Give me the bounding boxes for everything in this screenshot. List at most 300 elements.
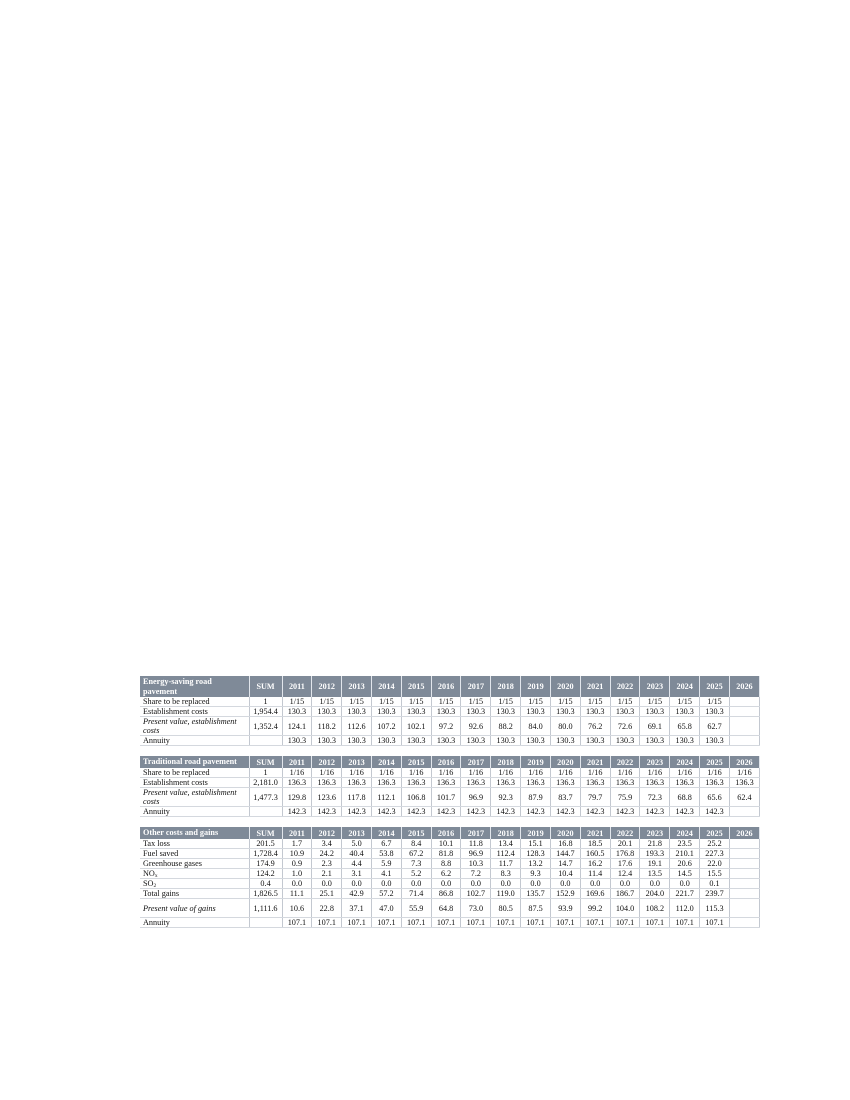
value-cell: 64.8: [431, 899, 461, 918]
value-cell: 0.0: [401, 879, 431, 889]
value-cell: 107.1: [550, 918, 580, 928]
value-cell: 25.1: [312, 889, 342, 899]
value-cell: 130.3: [640, 707, 670, 717]
value-cell: 136.3: [312, 778, 342, 788]
sum-cell: 1,477.3: [249, 788, 282, 807]
value-cell: 1/16: [700, 768, 730, 778]
value-cell: 118.2: [312, 717, 342, 736]
value-cell: 142.3: [342, 807, 372, 817]
value-cell: 0.0: [550, 879, 580, 889]
value-cell: 65.8: [670, 717, 700, 736]
section-title: Traditional road pavement: [140, 756, 249, 768]
year-column-header: 2022: [610, 827, 640, 839]
value-cell: 42.9: [342, 889, 372, 899]
value-cell: 130.3: [670, 736, 700, 746]
value-cell: 1/15: [312, 697, 342, 707]
value-cell: 130.3: [282, 707, 312, 717]
section-spacer: [140, 746, 760, 757]
sum-cell: 1,826.5: [249, 889, 282, 899]
value-cell: 136.3: [550, 778, 580, 788]
year-column-header: 2015: [401, 676, 431, 697]
table-row: [140, 768, 760, 778]
year-column-header: 2020: [550, 827, 580, 839]
value-cell: 0.0: [312, 879, 342, 889]
value-cell: 62.4: [729, 788, 759, 807]
value-cell: 5.0: [342, 839, 372, 849]
section-title: Other costs and gains: [140, 827, 249, 839]
cost-benefit-table: [140, 676, 760, 928]
value-cell: 130.3: [580, 736, 610, 746]
row-label: [140, 717, 249, 736]
value-cell: 142.3: [550, 807, 580, 817]
row-label-text: Establishment costs: [143, 707, 208, 716]
table-row: [140, 869, 760, 879]
value-cell: [729, 807, 759, 817]
value-cell: 1/16: [521, 768, 551, 778]
value-cell: 24.2: [312, 849, 342, 859]
value-cell: 136.3: [371, 778, 401, 788]
value-cell: 19.1: [640, 859, 670, 869]
value-cell: 2.1: [312, 869, 342, 879]
value-cell: 112.6: [342, 717, 372, 736]
table-body: [140, 676, 760, 928]
table-row: [140, 899, 760, 918]
row-label: [140, 899, 249, 918]
value-cell: 6.7: [371, 839, 401, 849]
value-cell: 81.8: [431, 849, 461, 859]
value-cell: 136.3: [729, 778, 759, 788]
value-cell: 104.0: [610, 899, 640, 918]
year-column-header: 2016: [431, 676, 461, 697]
value-cell: 142.3: [491, 807, 521, 817]
value-cell: 93.9: [550, 899, 580, 918]
value-cell: 160.5: [580, 849, 610, 859]
value-cell: 107.1: [282, 918, 312, 928]
value-cell: 142.3: [610, 807, 640, 817]
value-cell: 86.8: [431, 889, 461, 899]
year-column-header: 2019: [521, 827, 551, 839]
value-cell: 136.3: [580, 778, 610, 788]
year-column-header: 2019: [521, 676, 551, 697]
value-cell: 21.8: [640, 839, 670, 849]
value-cell: 142.3: [521, 807, 551, 817]
value-cell: 142.3: [461, 807, 491, 817]
year-column-header: 2023: [640, 827, 670, 839]
row-label: [140, 859, 249, 869]
year-column-header: 2025: [700, 756, 730, 768]
value-cell: 1/15: [491, 697, 521, 707]
year-column-header: 2026: [729, 756, 759, 768]
value-cell: 1/15: [670, 697, 700, 707]
value-cell: 130.3: [312, 736, 342, 746]
sum-cell: 1,728.4: [249, 849, 282, 859]
value-cell: 130.3: [700, 707, 730, 717]
year-column-header: 2023: [640, 676, 670, 697]
value-cell: 107.2: [371, 717, 401, 736]
value-cell: 130.3: [640, 736, 670, 746]
sum-cell: [249, 918, 282, 928]
row-label-text: Greenhouse gases: [143, 859, 202, 868]
value-cell: 107.1: [521, 918, 551, 928]
value-cell: [729, 918, 759, 928]
value-cell: 124.1: [282, 717, 312, 736]
year-column-header: 2016: [431, 827, 461, 839]
value-cell: 10.4: [550, 869, 580, 879]
value-cell: [729, 839, 759, 849]
value-cell: 136.3: [700, 778, 730, 788]
value-cell: 106.8: [401, 788, 431, 807]
year-column-header: 2018: [491, 827, 521, 839]
value-cell: 84.0: [521, 717, 551, 736]
sum-cell: 174.9: [249, 859, 282, 869]
value-cell: 136.3: [640, 778, 670, 788]
value-cell: 96.9: [461, 849, 491, 859]
value-cell: 99.2: [580, 899, 610, 918]
value-cell: 5.2: [401, 869, 431, 879]
section-header-row: [140, 756, 760, 768]
value-cell: 136.3: [670, 778, 700, 788]
value-cell: 1/15: [640, 697, 670, 707]
value-cell: 117.8: [342, 788, 372, 807]
row-label-subscript: x: [154, 873, 158, 879]
row-label-subscript: 2: [153, 883, 157, 889]
value-cell: 130.3: [371, 707, 401, 717]
value-cell: 0.0: [371, 879, 401, 889]
value-cell: 142.3: [431, 807, 461, 817]
value-cell: 142.3: [640, 807, 670, 817]
value-cell: 1/16: [461, 768, 491, 778]
value-cell: 1/16: [282, 768, 312, 778]
value-cell: 136.3: [521, 778, 551, 788]
value-cell: 107.1: [431, 918, 461, 928]
value-cell: 1/16: [580, 768, 610, 778]
row-label: [140, 697, 249, 707]
row-label: [140, 849, 249, 859]
table-row: [140, 807, 760, 817]
year-column-header: 2021: [580, 676, 610, 697]
value-cell: 1/16: [401, 768, 431, 778]
value-cell: 68.8: [670, 788, 700, 807]
value-cell: 130.3: [431, 736, 461, 746]
value-cell: 10.1: [431, 839, 461, 849]
row-label: [140, 807, 249, 817]
value-cell: 6.2: [431, 869, 461, 879]
year-column-header: 2022: [610, 676, 640, 697]
value-cell: 107.1: [461, 918, 491, 928]
value-cell: 142.3: [401, 807, 431, 817]
year-column-header: 2018: [491, 756, 521, 768]
year-column-header: 2020: [550, 756, 580, 768]
year-column-header: 2017: [461, 756, 491, 768]
value-cell: 10.6: [282, 899, 312, 918]
value-cell: 0.1: [700, 879, 730, 889]
value-cell: 130.3: [491, 736, 521, 746]
year-column-header: 2012: [312, 676, 342, 697]
value-cell: 130.3: [342, 736, 372, 746]
table-row: [140, 889, 760, 899]
value-cell: 69.1: [640, 717, 670, 736]
value-cell: 0.9: [282, 859, 312, 869]
row-label-text: Present value, establishment costs: [143, 717, 237, 735]
value-cell: 11.8: [461, 839, 491, 849]
row-label: [140, 869, 249, 879]
value-cell: 80.5: [491, 899, 521, 918]
row-label-text: NO: [143, 869, 155, 878]
value-cell: 1/16: [640, 768, 670, 778]
year-column-header: 2025: [700, 676, 730, 697]
value-cell: 1.7: [282, 839, 312, 849]
year-column-header: 2019: [521, 756, 551, 768]
value-cell: 11.1: [282, 889, 312, 899]
value-cell: 0.0: [491, 879, 521, 889]
sum-cell: 1,111.6: [249, 899, 282, 918]
value-cell: [729, 869, 759, 879]
sum-cell: 201.5: [249, 839, 282, 849]
year-column-header: 2014: [371, 827, 401, 839]
year-column-header: 2013: [342, 676, 372, 697]
value-cell: 1/16: [431, 768, 461, 778]
value-cell: 1/16: [729, 768, 759, 778]
sum-column-header: SUM: [249, 827, 282, 839]
row-label: [140, 918, 249, 928]
value-cell: 7.2: [461, 869, 491, 879]
value-cell: 1/15: [521, 697, 551, 707]
value-cell: 0.0: [431, 879, 461, 889]
value-cell: 0.0: [282, 879, 312, 889]
table-row: [140, 859, 760, 869]
year-column-header: 2015: [401, 827, 431, 839]
sum-cell: 2,181.0: [249, 778, 282, 788]
value-cell: 0.0: [670, 879, 700, 889]
year-column-header: 2014: [371, 676, 401, 697]
section-header-row: [140, 676, 760, 697]
value-cell: [729, 707, 759, 717]
value-cell: 17.6: [610, 859, 640, 869]
value-cell: 18.5: [580, 839, 610, 849]
value-cell: 72.6: [610, 717, 640, 736]
value-cell: 10.9: [282, 849, 312, 859]
value-cell: 23.5: [670, 839, 700, 849]
sum-cell: 1: [249, 697, 282, 707]
value-cell: 3.1: [342, 869, 372, 879]
value-cell: 20.1: [610, 839, 640, 849]
value-cell: [729, 859, 759, 869]
value-cell: 142.3: [312, 807, 342, 817]
value-cell: 73.0: [461, 899, 491, 918]
section-header-row: [140, 827, 760, 839]
row-label-text: Annuity: [143, 807, 170, 816]
value-cell: 25.2: [700, 839, 730, 849]
value-cell: 12.4: [610, 869, 640, 879]
value-cell: 130.3: [461, 707, 491, 717]
value-cell: 107.1: [401, 918, 431, 928]
value-cell: 136.3: [282, 778, 312, 788]
value-cell: 8.4: [401, 839, 431, 849]
row-label-text: Fuel saved: [143, 849, 179, 858]
value-cell: 1/15: [700, 697, 730, 707]
value-cell: 1.0: [282, 869, 312, 879]
table-row: [140, 849, 760, 859]
value-cell: 130.3: [431, 707, 461, 717]
value-cell: 210.1: [670, 849, 700, 859]
year-column-header: 2011: [282, 676, 312, 697]
value-cell: 107.1: [491, 918, 521, 928]
year-column-header: 2016: [431, 756, 461, 768]
value-cell: [729, 717, 759, 736]
row-label: [140, 879, 249, 889]
value-cell: 83.7: [550, 788, 580, 807]
row-label-text: Share to be replaced: [143, 697, 210, 706]
row-label: [140, 788, 249, 807]
year-column-header: 2020: [550, 676, 580, 697]
year-column-header: 2014: [371, 756, 401, 768]
table-row: [140, 839, 760, 849]
value-cell: 1/15: [431, 697, 461, 707]
value-cell: 107.1: [700, 918, 730, 928]
value-cell: 13.2: [521, 859, 551, 869]
year-column-header: 2011: [282, 756, 312, 768]
value-cell: 57.2: [371, 889, 401, 899]
value-cell: 107.1: [342, 918, 372, 928]
value-cell: 7.3: [401, 859, 431, 869]
value-cell: 22.0: [700, 859, 730, 869]
value-cell: [729, 879, 759, 889]
table-row: [140, 707, 760, 717]
value-cell: 79.7: [580, 788, 610, 807]
value-cell: 72.3: [640, 788, 670, 807]
value-cell: 53.8: [371, 849, 401, 859]
value-cell: 130.3: [461, 736, 491, 746]
value-cell: 0.0: [640, 879, 670, 889]
value-cell: 0.0: [342, 879, 372, 889]
year-column-header: 2021: [580, 827, 610, 839]
value-cell: 128.3: [521, 849, 551, 859]
value-cell: 15.5: [700, 869, 730, 879]
sum-cell: 1,352.4: [249, 717, 282, 736]
year-column-header: 2017: [461, 676, 491, 697]
sum-cell: 124.2: [249, 869, 282, 879]
value-cell: 142.3: [282, 807, 312, 817]
value-cell: [729, 849, 759, 859]
value-cell: 130.3: [700, 736, 730, 746]
value-cell: 119.0: [491, 889, 521, 899]
row-label-text: Annuity: [143, 918, 170, 927]
value-cell: 1/16: [670, 768, 700, 778]
value-cell: 107.1: [670, 918, 700, 928]
value-cell: 14.7: [550, 859, 580, 869]
value-cell: 142.3: [371, 807, 401, 817]
value-cell: 71.4: [401, 889, 431, 899]
value-cell: 108.2: [640, 899, 670, 918]
value-cell: 47.0: [371, 899, 401, 918]
row-label-text: SO: [143, 879, 154, 888]
value-cell: [729, 736, 759, 746]
year-column-header: 2024: [670, 827, 700, 839]
table-row: [140, 778, 760, 788]
value-cell: 92.3: [491, 788, 521, 807]
value-cell: 76.2: [580, 717, 610, 736]
sum-cell: 0.4: [249, 879, 282, 889]
value-cell: 4.4: [342, 859, 372, 869]
value-cell: 62.7: [700, 717, 730, 736]
value-cell: 130.3: [491, 707, 521, 717]
row-label-text: Establishment costs: [143, 778, 208, 787]
sum-cell: 1: [249, 768, 282, 778]
row-label: [140, 707, 249, 717]
value-cell: [729, 697, 759, 707]
value-cell: 1/15: [610, 697, 640, 707]
value-cell: 8.8: [431, 859, 461, 869]
value-cell: 2.3: [312, 859, 342, 869]
value-cell: 176.8: [610, 849, 640, 859]
value-cell: 130.3: [401, 707, 431, 717]
sum-column-header: SUM: [249, 756, 282, 768]
table-row: [140, 788, 760, 807]
value-cell: 13.4: [491, 839, 521, 849]
value-cell: 130.3: [580, 707, 610, 717]
value-cell: 3.4: [312, 839, 342, 849]
value-cell: 142.3: [580, 807, 610, 817]
value-cell: 186.7: [610, 889, 640, 899]
value-cell: 55.9: [401, 899, 431, 918]
year-column-header: 2013: [342, 827, 372, 839]
value-cell: 1/16: [550, 768, 580, 778]
value-cell: 123.6: [312, 788, 342, 807]
row-label-text: Present value, establishment costs: [143, 788, 237, 806]
sum-cell: [249, 807, 282, 817]
value-cell: 130.3: [371, 736, 401, 746]
value-cell: 101.7: [431, 788, 461, 807]
value-cell: 87.9: [521, 788, 551, 807]
value-cell: 102.1: [401, 717, 431, 736]
value-cell: 11.7: [491, 859, 521, 869]
year-column-header: 2015: [401, 756, 431, 768]
value-cell: 0.0: [521, 879, 551, 889]
row-label-text: Annuity: [143, 736, 170, 745]
sum-cell: 1,954.4: [249, 707, 282, 717]
section-title: Energy-saving road pavement: [140, 676, 249, 697]
value-cell: 1/16: [491, 768, 521, 778]
value-cell: 96.9: [461, 788, 491, 807]
value-cell: 1/15: [461, 697, 491, 707]
value-cell: 4.1: [371, 869, 401, 879]
value-cell: [729, 889, 759, 899]
year-column-header: 2024: [670, 676, 700, 697]
value-cell: 80.0: [550, 717, 580, 736]
value-cell: 1/16: [312, 768, 342, 778]
year-column-header: 2018: [491, 676, 521, 697]
row-label: [140, 889, 249, 899]
value-cell: 67.2: [401, 849, 431, 859]
value-cell: 40.4: [342, 849, 372, 859]
year-column-header: 2026: [729, 827, 759, 839]
year-column-header: 2021: [580, 756, 610, 768]
value-cell: 10.3: [461, 859, 491, 869]
section-spacer: [140, 817, 760, 828]
value-cell: 1/15: [282, 697, 312, 707]
value-cell: 65.6: [700, 788, 730, 807]
value-cell: 102.7: [461, 889, 491, 899]
row-label-text: Total gains: [143, 889, 180, 898]
year-column-header: 2026: [729, 676, 759, 697]
value-cell: 130.3: [610, 736, 640, 746]
value-cell: 16.2: [580, 859, 610, 869]
value-cell: 115.3: [700, 899, 730, 918]
value-cell: 169.6: [580, 889, 610, 899]
row-label-text: Tax loss: [143, 839, 170, 848]
value-cell: 0.0: [610, 879, 640, 889]
value-cell: 152.9: [550, 889, 580, 899]
